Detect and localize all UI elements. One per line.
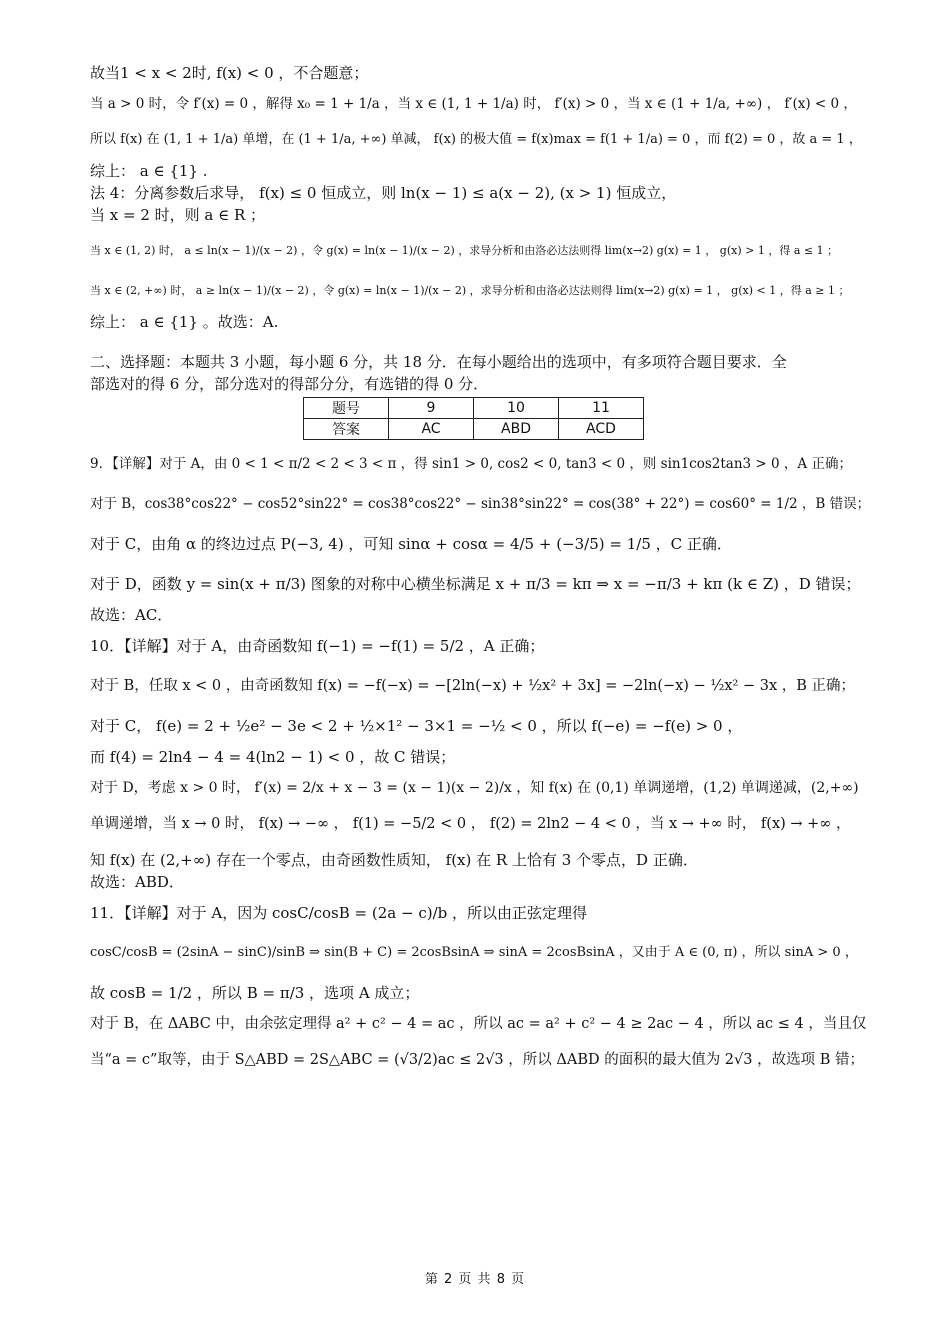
text-line: 所以 f(x) 在 (1, 1 + 1/a) 单增，在 (1 + 1/a, +∞) 单减， f(x) 的极大值 = f(x)max = f(1 + 1/a) = 0 ，而 f(2) = 0 ，故 a = 1 ，: [90, 132, 862, 147]
text-line: 当 a > 0 时，令 f′(x) = 0 ，解得 x₀ = 1 + 1/a ，当 x ∈ (1, 1 + 1/a) 时， f′(x) > 0 ，当 x ∈ (1 + 1/a, +∞) ， f′(x) < 0 ，: [90, 96, 857, 112]
answer-table: [303, 397, 644, 440]
text-line: 知 f(x) 在 (2,+∞) 存在一个零点，由奇函数性质知， f(x) 在 R 上恰有 3 个零点，D 正确．: [90, 851, 698, 869]
text-line: 故选：AC．: [90, 606, 173, 624]
text-line: 法 4：分离参数后求导， f(x) ≤ 0 恒成立，则 ln(x − 1) ≤ a(x − 2), (x > 1) 恒成立，: [90, 184, 677, 202]
text-line: 故选：ABD．: [90, 873, 184, 891]
text-line: 综上： a ∈ {1} .: [90, 162, 208, 180]
text-line: 当 x ∈ (1, 2) 时， a ≤ ln(x − 1)/(x − 2) ，令 g(x) = ln(x − 1)/(x − 2) ，求导分析和由洛必达法则得 lim(x→2) g(x) = 1 ， g(x) > 1 ，得 a ≤ 1 ；: [90, 244, 839, 257]
text-line: 9．【详解】对于 A，由 0 < 1 < π/2 < 2 < 3 < π ，得 sin1 > 0, cos2 < 0, tan3 < 0 ，则 sin1cos2tan3 > 0 ，A 正确；: [90, 456, 852, 472]
text-line: 而 f(4) = 2ln4 − 4 = 4(ln2 − 1) < 0 ，故 C 错误；: [90, 748, 456, 766]
text-line: 对于 B，cos38°cos22° − cos52°sin22° = cos38°cos22° − sin38°sin22° = cos(38° + 22°) = cos60° = 1/2 ，B 错误；: [90, 496, 871, 512]
table-cell: ACD: [559, 419, 644, 440]
table-row: [304, 419, 644, 440]
text-line: 对于 C，由角 α 的终边过点 P(−3, 4) ，可知 sinα + cosα = 4/5 + (−3/5) = 1/5 ，C 正确．: [90, 535, 732, 553]
table-cell: 答案: [304, 419, 389, 440]
text-line: 单调递增，当 x → 0 时， f(x) → −∞ ， f(1) = −5/2 < 0 ， f(2) = 2ln2 − 4 < 0 ，当 x → +∞ 时， f(x) → +∞ ，: [90, 816, 851, 832]
text-line: 10．【详解】对于 A，由奇函数知 f(−1) = −f(1) = 5/2 ，A 正确；: [90, 637, 545, 655]
text-line: 当 x ∈ (2, +∞) 时， a ≥ ln(x − 1)/(x − 2) ，令 g(x) = ln(x − 1)/(x − 2) ，求导分析和由洛必达法则得 lim(x→2) g(x) = 1 ， g(x) < 1 ，得 a ≥ 1 ；: [90, 284, 850, 297]
table-cell: 11: [559, 398, 644, 419]
table-cell: AC: [389, 419, 474, 440]
section-heading: 二、选择题：本题共 3 小题，每小题 6 分，共 18 分．在每小题给出的选项中，有多项符合题目要求．全: [90, 353, 787, 371]
text-line: 11．【详解】对于 A，因为 cosC/cosB = (2a − c)/b ，所以由正弦定理得: [90, 904, 587, 922]
text-line: 对于 C， f(e) = 2 + ½e² − 3e < 2 + ½×1² − 3×1 = −½ < 0 ，所以 f(−e) = −f(e) > 0 ，: [90, 717, 743, 735]
text-line: 当“a = c”取等，由于 S△ABD = 2S△ABC = (√3/2)ac ≤ 2√3 ，所以 ΔABD 的面积的最大值为 2√3 ，故选项 B 错；: [90, 1052, 864, 1068]
text-line: 对于 B，任取 x < 0 ，由奇函数知 f(x) = −f(−x) = −[2ln(−x) + ½x² + 3x] = −2ln(−x) − ½x² − 3x ，B 正确；: [90, 678, 856, 694]
text-line: 对于 B，在 ΔABC 中，由余弦定理得 a² + c² − 4 = ac ，所以 ac = a² + c² − 4 ≥ 2ac − 4 ，所以 ac ≤ 4 ，当且仅: [90, 1016, 867, 1032]
text-line: 故 cosB = 1/2 ，所以 B = π/3 ，选项 A 成立；: [90, 984, 420, 1002]
page-number: 第 2 页 共 8 页: [424, 1272, 526, 1287]
table-cell: ABD: [474, 419, 559, 440]
section-heading: 部选对的得 6 分，部分选对的得部分分，有选错的得 0 分．: [90, 375, 489, 393]
solution-page: [90, 62, 870, 1071]
text-line: 对于 D，函数 y = sin(x + π/3) 图象的对称中心横坐标满足 x + π/3 = kπ ⇒ x = −π/3 + kπ (k ∈ Z) ，D 错误；: [90, 575, 861, 593]
text-line: 故当1 < x < 2时, f(x) < 0 ，不合题意；: [90, 64, 369, 82]
table-row: [304, 398, 644, 419]
text-line: cosC/cosB = (2sinA − sinC)/sinB ⇒ sin(B + C) = 2cosBsinA ⇒ sinA = 2cosBsinA ，又由于 A ∈ (0, π) ，所以 sinA > 0 ，: [90, 945, 858, 960]
text-line: 当 x = 2 时，则 a ∈ R ；: [90, 206, 266, 224]
text-line: 综上： a ∈ {1} 。故选：A.: [90, 313, 279, 331]
table-cell: 9: [389, 398, 474, 419]
table-cell: 题号: [304, 398, 389, 419]
table-cell: 10: [474, 398, 559, 419]
text-line: 对于 D，考虑 x > 0 时， f′(x) = 2/x + x − 3 = (x − 1)(x − 2)/x ，知 f(x) 在 (0,1) 单调递增，(1,2) 单调递减，(2,+∞): [90, 780, 859, 796]
